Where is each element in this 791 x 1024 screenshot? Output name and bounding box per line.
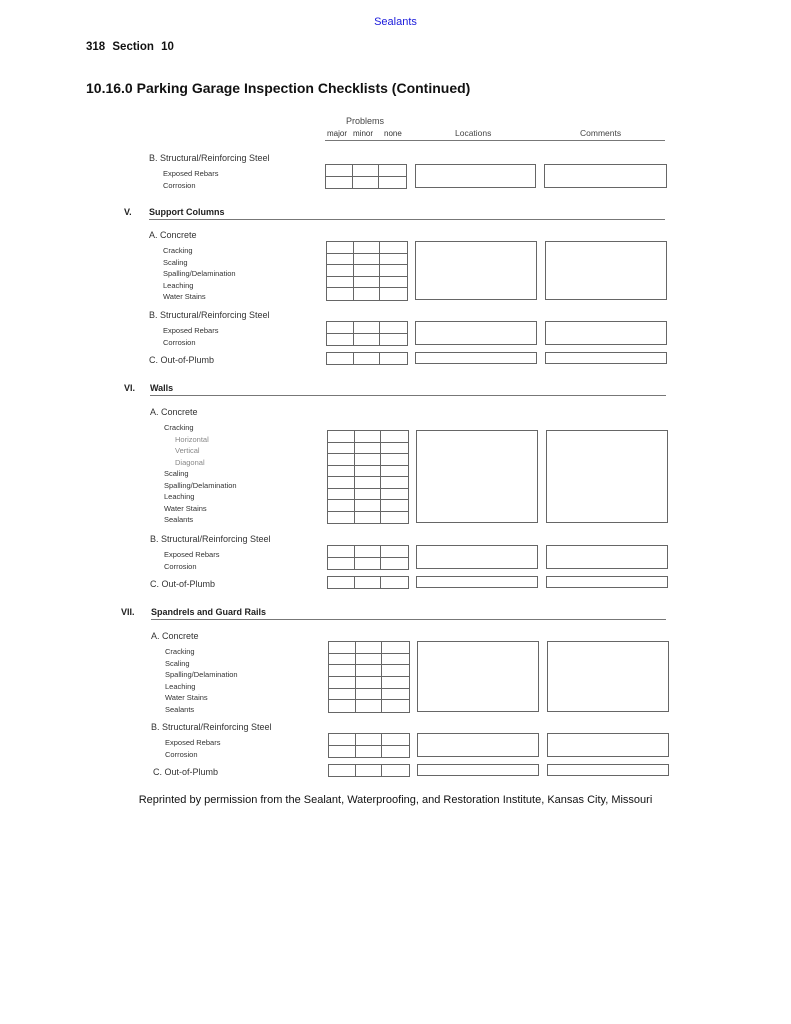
- none-checkbox[interactable]: [381, 489, 408, 501]
- minor-checkbox[interactable]: [355, 500, 382, 512]
- list-item: Leaching: [163, 280, 194, 290]
- comments-box[interactable]: [544, 164, 667, 188]
- minor-checkbox[interactable]: [354, 322, 381, 334]
- minor-checkbox[interactable]: [355, 489, 382, 501]
- minor-checkbox[interactable]: [353, 165, 380, 177]
- problems-grid[interactable]: [326, 321, 408, 346]
- minor-checkbox[interactable]: [356, 665, 383, 677]
- major-checkbox[interactable]: [327, 242, 354, 254]
- section-rule: [150, 395, 666, 396]
- locations-box[interactable]: [417, 641, 539, 712]
- locations-box[interactable]: [415, 352, 537, 364]
- list-item: Scaling: [165, 658, 190, 668]
- page-reference: 318 Section 10: [86, 41, 174, 53]
- minor-checkbox[interactable]: [355, 477, 382, 489]
- comments-box[interactable]: [545, 352, 667, 364]
- none-checkbox[interactable]: [381, 558, 408, 570]
- minor-checkbox[interactable]: [356, 677, 383, 689]
- comments-box[interactable]: [547, 641, 669, 712]
- minor-checkbox[interactable]: [356, 654, 383, 666]
- minor-checkbox[interactable]: [355, 454, 382, 466]
- comments-box[interactable]: [547, 764, 669, 776]
- major-checkbox[interactable]: [327, 353, 354, 364]
- list-item: Exposed Rebars: [163, 326, 219, 335]
- minor-checkbox[interactable]: [354, 277, 381, 289]
- section-number: VII.: [121, 607, 135, 617]
- none-checkbox[interactable]: [381, 443, 408, 455]
- list-item: Corrosion: [165, 749, 198, 759]
- minor-checkbox[interactable]: [354, 242, 381, 254]
- list-item: Exposed Rebars: [164, 550, 220, 559]
- list-item: Vertical: [175, 446, 200, 455]
- concrete-label: A. Concrete: [150, 407, 198, 417]
- none-checkbox[interactable]: [379, 177, 406, 189]
- concrete-label: A. Concrete: [149, 230, 197, 240]
- major-checkbox[interactable]: [328, 489, 355, 501]
- minor-checkbox[interactable]: [355, 512, 382, 524]
- major-checkbox[interactable]: [329, 765, 356, 776]
- minor-checkbox[interactable]: [355, 558, 382, 570]
- list-item: Exposed Rebars: [165, 738, 221, 747]
- locations-box[interactable]: [416, 430, 538, 523]
- out-of-plumb-label: C. Out-of-Plumb: [149, 355, 215, 365]
- major-checkbox[interactable]: [327, 265, 354, 277]
- none-checkbox[interactable]: [382, 746, 409, 758]
- none-checkbox[interactable]: [380, 322, 407, 334]
- section-number: V.: [124, 207, 132, 217]
- none-checkbox[interactable]: [380, 277, 407, 289]
- list-item: Sealants: [165, 704, 195, 714]
- list-item: Spalling/Delamination: [165, 670, 238, 679]
- locations-box[interactable]: [417, 764, 539, 776]
- none-checkbox[interactable]: [382, 689, 409, 701]
- section-number: VI.: [124, 383, 136, 393]
- major-checkbox[interactable]: [329, 734, 356, 746]
- major-checkbox[interactable]: [326, 177, 353, 189]
- steel-items: [164, 549, 219, 572]
- list-item: Spalling/Delamination: [163, 269, 236, 278]
- list-item: Leaching: [164, 492, 195, 501]
- major-checkbox[interactable]: [328, 431, 355, 443]
- list-item: Cracking: [165, 647, 195, 656]
- section-rule: [149, 219, 665, 220]
- cont-steel-label: B. Structural/Reinforcing Steel: [149, 153, 270, 163]
- minor-checkbox[interactable]: [353, 177, 380, 189]
- concrete-items: [163, 245, 236, 303]
- locations-box[interactable]: [415, 164, 536, 188]
- minor-checkbox[interactable]: [355, 431, 382, 443]
- major-checkbox[interactable]: [329, 677, 356, 689]
- comments-box[interactable]: [546, 545, 668, 569]
- none-checkbox[interactable]: [380, 254, 407, 266]
- none-checkbox[interactable]: [380, 265, 407, 277]
- major-checkbox[interactable]: [326, 165, 353, 177]
- steel-items: [165, 737, 220, 760]
- minor-checkbox[interactable]: [354, 288, 381, 300]
- locations-box[interactable]: [416, 545, 538, 569]
- comments-box[interactable]: [546, 430, 668, 523]
- major-checkbox[interactable]: [328, 558, 355, 570]
- problems-grid[interactable]: [325, 164, 407, 189]
- none-checkbox[interactable]: [382, 765, 409, 776]
- major-checkbox[interactable]: [327, 288, 354, 300]
- out-of-plumb-label: C. Out-of-Plumb: [153, 767, 219, 777]
- none-checkbox[interactable]: [382, 734, 409, 746]
- list-item: Sealants: [164, 515, 194, 524]
- cont-steel-items: [163, 168, 218, 191]
- minor-checkbox[interactable]: [355, 546, 382, 558]
- major-checkbox[interactable]: [327, 254, 354, 266]
- major-checkbox[interactable]: [329, 665, 356, 677]
- problems-grid[interactable]: [326, 241, 408, 301]
- locations-box[interactable]: [416, 576, 538, 588]
- list-item: Leaching: [165, 681, 196, 691]
- major-checkbox[interactable]: [329, 642, 356, 654]
- none-checkbox[interactable]: [381, 466, 408, 478]
- section-rule: [151, 619, 666, 620]
- minor-checkbox[interactable]: [355, 577, 382, 588]
- minor-checkbox[interactable]: [354, 265, 381, 277]
- list-item: Water Stains: [165, 693, 208, 702]
- comments-header: Comments: [580, 128, 622, 138]
- major-checkbox[interactable]: [329, 689, 356, 701]
- list-item: Water Stains: [163, 292, 206, 301]
- major-checkbox[interactable]: [328, 466, 355, 478]
- problems-grid[interactable]: [327, 430, 409, 524]
- minor-checkbox[interactable]: [356, 700, 383, 712]
- steel-label: B. Structural/Reinforcing Steel: [151, 722, 272, 732]
- steel-items: [163, 325, 218, 348]
- major-checkbox[interactable]: [328, 454, 355, 466]
- list-item: Horizontal: [175, 434, 209, 444]
- major-header: major: [327, 129, 348, 138]
- page-title: 10.16.0 Parking Garage Inspection Checklists (Continued): [86, 80, 471, 96]
- major-checkbox[interactable]: [327, 334, 354, 346]
- list-item: Diagonal: [175, 457, 205, 467]
- major-checkbox[interactable]: [329, 654, 356, 666]
- concrete-label: A. Concrete: [151, 631, 199, 641]
- minor-header: minor: [353, 129, 374, 138]
- problems-grid[interactable]: [327, 545, 409, 570]
- none-checkbox[interactable]: [381, 546, 408, 558]
- none-checkbox[interactable]: [381, 431, 408, 443]
- concrete-items: [165, 646, 238, 715]
- running-head: Sealants: [374, 16, 417, 28]
- locations-header: Locations: [455, 128, 492, 138]
- major-checkbox[interactable]: [328, 443, 355, 455]
- minor-checkbox[interactable]: [355, 466, 382, 478]
- locations-box[interactable]: [417, 733, 539, 757]
- locations-box[interactable]: [415, 241, 537, 300]
- list-item: Spalling/Delamination: [164, 480, 237, 490]
- minor-checkbox[interactable]: [356, 642, 383, 654]
- minor-checkbox[interactable]: [356, 689, 383, 701]
- minor-checkbox[interactable]: [354, 254, 381, 266]
- minor-checkbox[interactable]: [356, 746, 383, 758]
- comments-box[interactable]: [545, 321, 667, 345]
- none-checkbox[interactable]: [382, 665, 409, 677]
- major-checkbox[interactable]: [329, 700, 356, 712]
- section-title: Spandrels and Guard Rails: [151, 607, 267, 617]
- none-checkbox[interactable]: [382, 642, 409, 654]
- major-checkbox[interactable]: [327, 322, 354, 334]
- comments-box[interactable]: [547, 733, 669, 757]
- none-checkbox[interactable]: [381, 477, 408, 489]
- major-checkbox[interactable]: [328, 477, 355, 489]
- steel-label: B. Structural/Reinforcing Steel: [149, 310, 270, 320]
- list-item: Cracking: [164, 423, 194, 432]
- section-title: Walls: [150, 383, 174, 393]
- comments-box[interactable]: [546, 576, 668, 588]
- steel-label: B. Structural/Reinforcing Steel: [150, 534, 271, 544]
- header-rule: [325, 140, 665, 141]
- problems-grid[interactable]: [328, 733, 410, 758]
- minor-checkbox[interactable]: [356, 734, 383, 746]
- none-checkbox[interactable]: [380, 242, 407, 254]
- problems-grid[interactable]: [328, 764, 410, 777]
- problems-header: Problems: [346, 116, 385, 126]
- none-checkbox[interactable]: [381, 512, 408, 524]
- major-checkbox[interactable]: [328, 512, 355, 524]
- permission-footer: Reprinted by permission from the Sealant, Waterproofing, and Restoration Institute, Kansas City, Missouri: [138, 794, 653, 806]
- list-item: Exposed Rebars: [163, 169, 219, 178]
- none-header: none: [384, 129, 402, 138]
- major-checkbox[interactable]: [329, 746, 356, 758]
- none-checkbox[interactable]: [381, 454, 408, 466]
- major-checkbox[interactable]: [328, 577, 355, 588]
- list-item: Scaling: [164, 469, 189, 478]
- none-checkbox[interactable]: [380, 353, 407, 364]
- list-item: Scaling: [163, 257, 188, 267]
- none-checkbox[interactable]: [380, 334, 407, 346]
- none-checkbox[interactable]: [382, 677, 409, 689]
- list-item: Corrosion: [163, 180, 196, 190]
- concrete-items: [164, 422, 237, 526]
- none-checkbox[interactable]: [381, 500, 408, 512]
- minor-checkbox[interactable]: [356, 765, 383, 776]
- locations-box[interactable]: [415, 321, 537, 345]
- list-item: Cracking: [163, 246, 193, 255]
- minor-checkbox[interactable]: [354, 353, 381, 364]
- none-checkbox[interactable]: [381, 577, 408, 588]
- out-of-plumb-label: C. Out-of-Plumb: [150, 579, 216, 589]
- minor-checkbox[interactable]: [354, 334, 381, 346]
- list-item: Water Stains: [164, 503, 207, 513]
- major-checkbox[interactable]: [328, 546, 355, 558]
- none-checkbox[interactable]: [382, 654, 409, 666]
- section-title: Support Columns: [149, 207, 225, 217]
- minor-checkbox[interactable]: [355, 443, 382, 455]
- problems-grid[interactable]: [328, 641, 410, 713]
- none-checkbox[interactable]: [379, 165, 406, 177]
- problems-grid[interactable]: [327, 576, 409, 589]
- list-item: Corrosion: [163, 337, 196, 347]
- list-item: Corrosion: [164, 561, 197, 571]
- comments-box[interactable]: [545, 241, 667, 300]
- none-checkbox[interactable]: [380, 288, 407, 300]
- none-checkbox[interactable]: [382, 700, 409, 712]
- major-checkbox[interactable]: [328, 500, 355, 512]
- problems-grid[interactable]: [326, 352, 408, 365]
- major-checkbox[interactable]: [327, 277, 354, 289]
